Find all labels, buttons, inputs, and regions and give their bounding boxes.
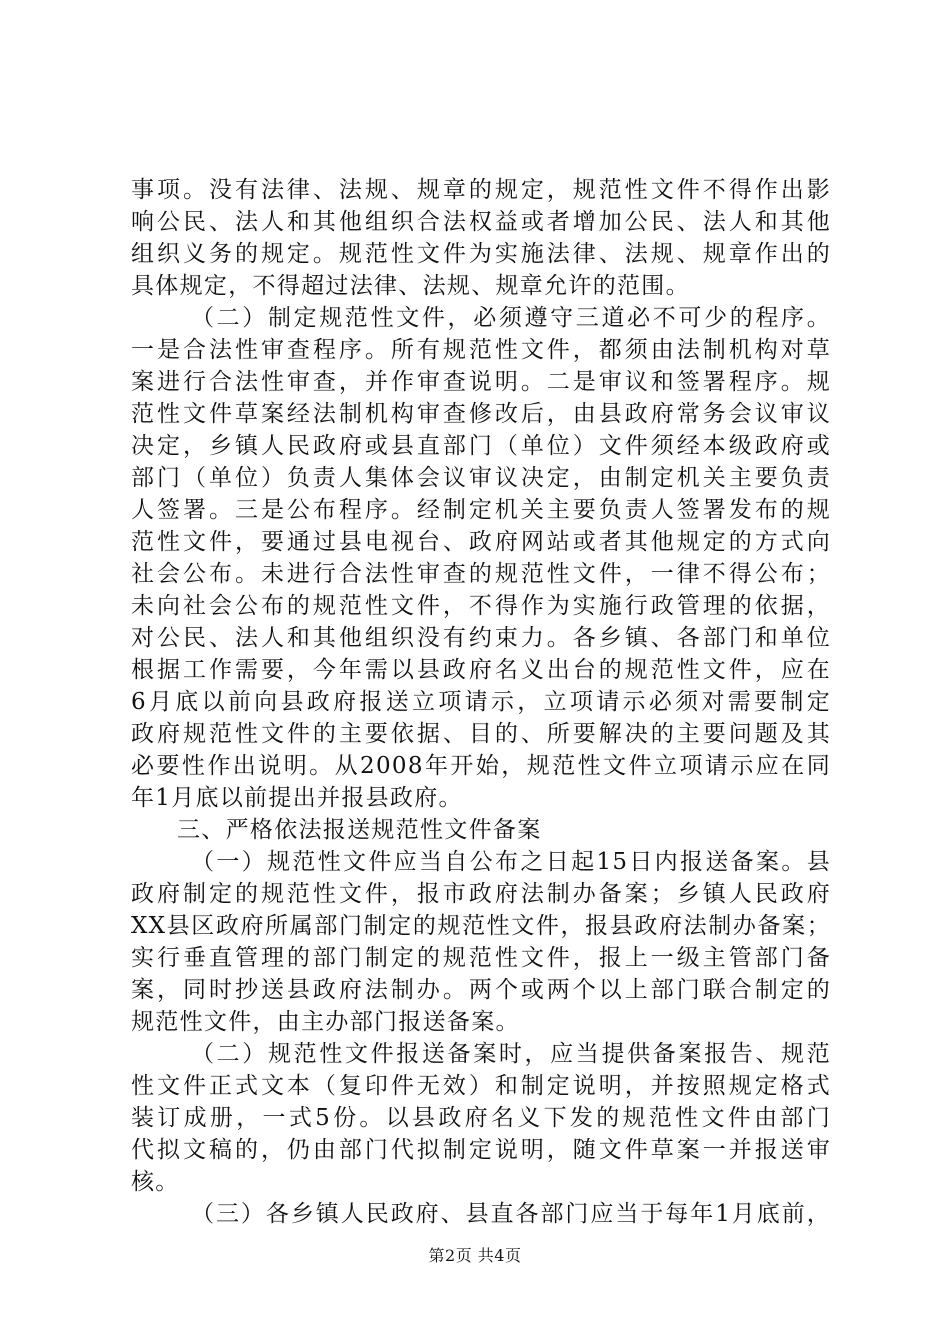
text-line: （二）规范性文件报送备案时，应当提供备案报告、规范 <box>191 1041 831 1067</box>
text-line: （二）制定规范性文件，必须遵守三道必不可少的程序。 <box>191 305 831 331</box>
text-line: 案，同时抄送县政府法制办。两个或两个以上部门联合制定的 <box>131 977 831 1003</box>
text-line: 政府规范性文件的主要依据、目的、所要解决的主要问题及其 <box>131 721 831 747</box>
text-line: 政府制定的规范性文件，报市政府法制办备案；乡镇人民政府 <box>131 881 831 907</box>
text-line: 核。 <box>131 1169 180 1195</box>
text-line: 对公民、法人和其他组织没有约束力。各乡镇、各部门和单位 <box>131 625 831 651</box>
text-line: （一）规范性文件应当自公布之日起15日内报送备案。县 <box>191 849 831 875</box>
text-line: 响公民、法人和其他组织合法权益或者增加公民、法人和其他 <box>131 209 831 235</box>
text-line: 决定，乡镇人民政府或县直部门（单位）文件须经本级政府或 <box>131 433 831 459</box>
text-line: 装订成册，一式5份。以县政府名义下发的规范性文件由部门 <box>131 1105 831 1131</box>
text-line: 部门（单位）负责人集体会议审议决定，由制定机关主要负责 <box>131 465 831 491</box>
text-line: XX县区政府所属部门制定的规范性文件，报县政府法制办备案； <box>131 913 831 939</box>
text-line: 根据工作需要，今年需以县政府名义出台的规范性文件，应在 <box>131 657 831 683</box>
text-line: 组织义务的规定。规范性文件为实施法律、法规、规章作出的 <box>131 241 831 267</box>
text-line: 社会公布。未进行合法性审查的规范性文件，一律不得公布； <box>131 561 831 587</box>
text-line: 实行垂直管理的部门制定的规范性文件，报上一级主管部门备 <box>131 945 831 971</box>
text-line: 案进行合法性审查，并作审查说明。二是审议和签署程序。规 <box>131 369 831 395</box>
text-line: 范性文件草案经法制机构审查修改后，由县政府常务会议审议 <box>131 401 831 427</box>
text-line: 一是合法性审查程序。所有规范性文件，都须由法制机构对草 <box>131 337 831 363</box>
text-line: 具体规定，不得超过法律、法规、规章允许的范围。 <box>131 273 690 299</box>
text-line: 6月底以前向县政府报送立项请示，立项请示必须对需要制定 <box>131 689 831 715</box>
text-line: 性文件正式文本（复印件无效）和制定说明，并按照规定格式 <box>131 1073 831 1099</box>
text-line: 年1月底以前提出并报县政府。 <box>131 785 463 811</box>
text-line: 范性文件，要通过县电视台、政府网站或者其他规定的方式向 <box>131 529 831 555</box>
text-line: 三、严格依法报送规范性文件备案 <box>177 817 542 843</box>
page-footer: 第2页 共4页 <box>428 1246 522 1265</box>
text-line: （三）各乡镇人民政府、县直各部门应当于每年1月底前， <box>191 1201 831 1227</box>
text-line: 未向社会公布的规范性文件，不得作为实施行政管理的依据， <box>131 593 831 619</box>
text-line: 事项。没有法律、法规、规章的规定，规范性文件不得作出影 <box>131 177 831 203</box>
document-body <box>131 174 831 1230</box>
text-line: 代拟文稿的，仍由部门代拟制定说明，随文件草案一并报送审 <box>131 1137 831 1163</box>
text-line: 必要性作出说明。从2008年开始，规范性文件立项请示应在同 <box>131 753 831 779</box>
text-line: 规范性文件，由主办部门报送备案。 <box>131 1009 520 1035</box>
text-line: 人签署。三是公布程序。经制定机关主要负责人签署发布的规 <box>131 497 831 523</box>
